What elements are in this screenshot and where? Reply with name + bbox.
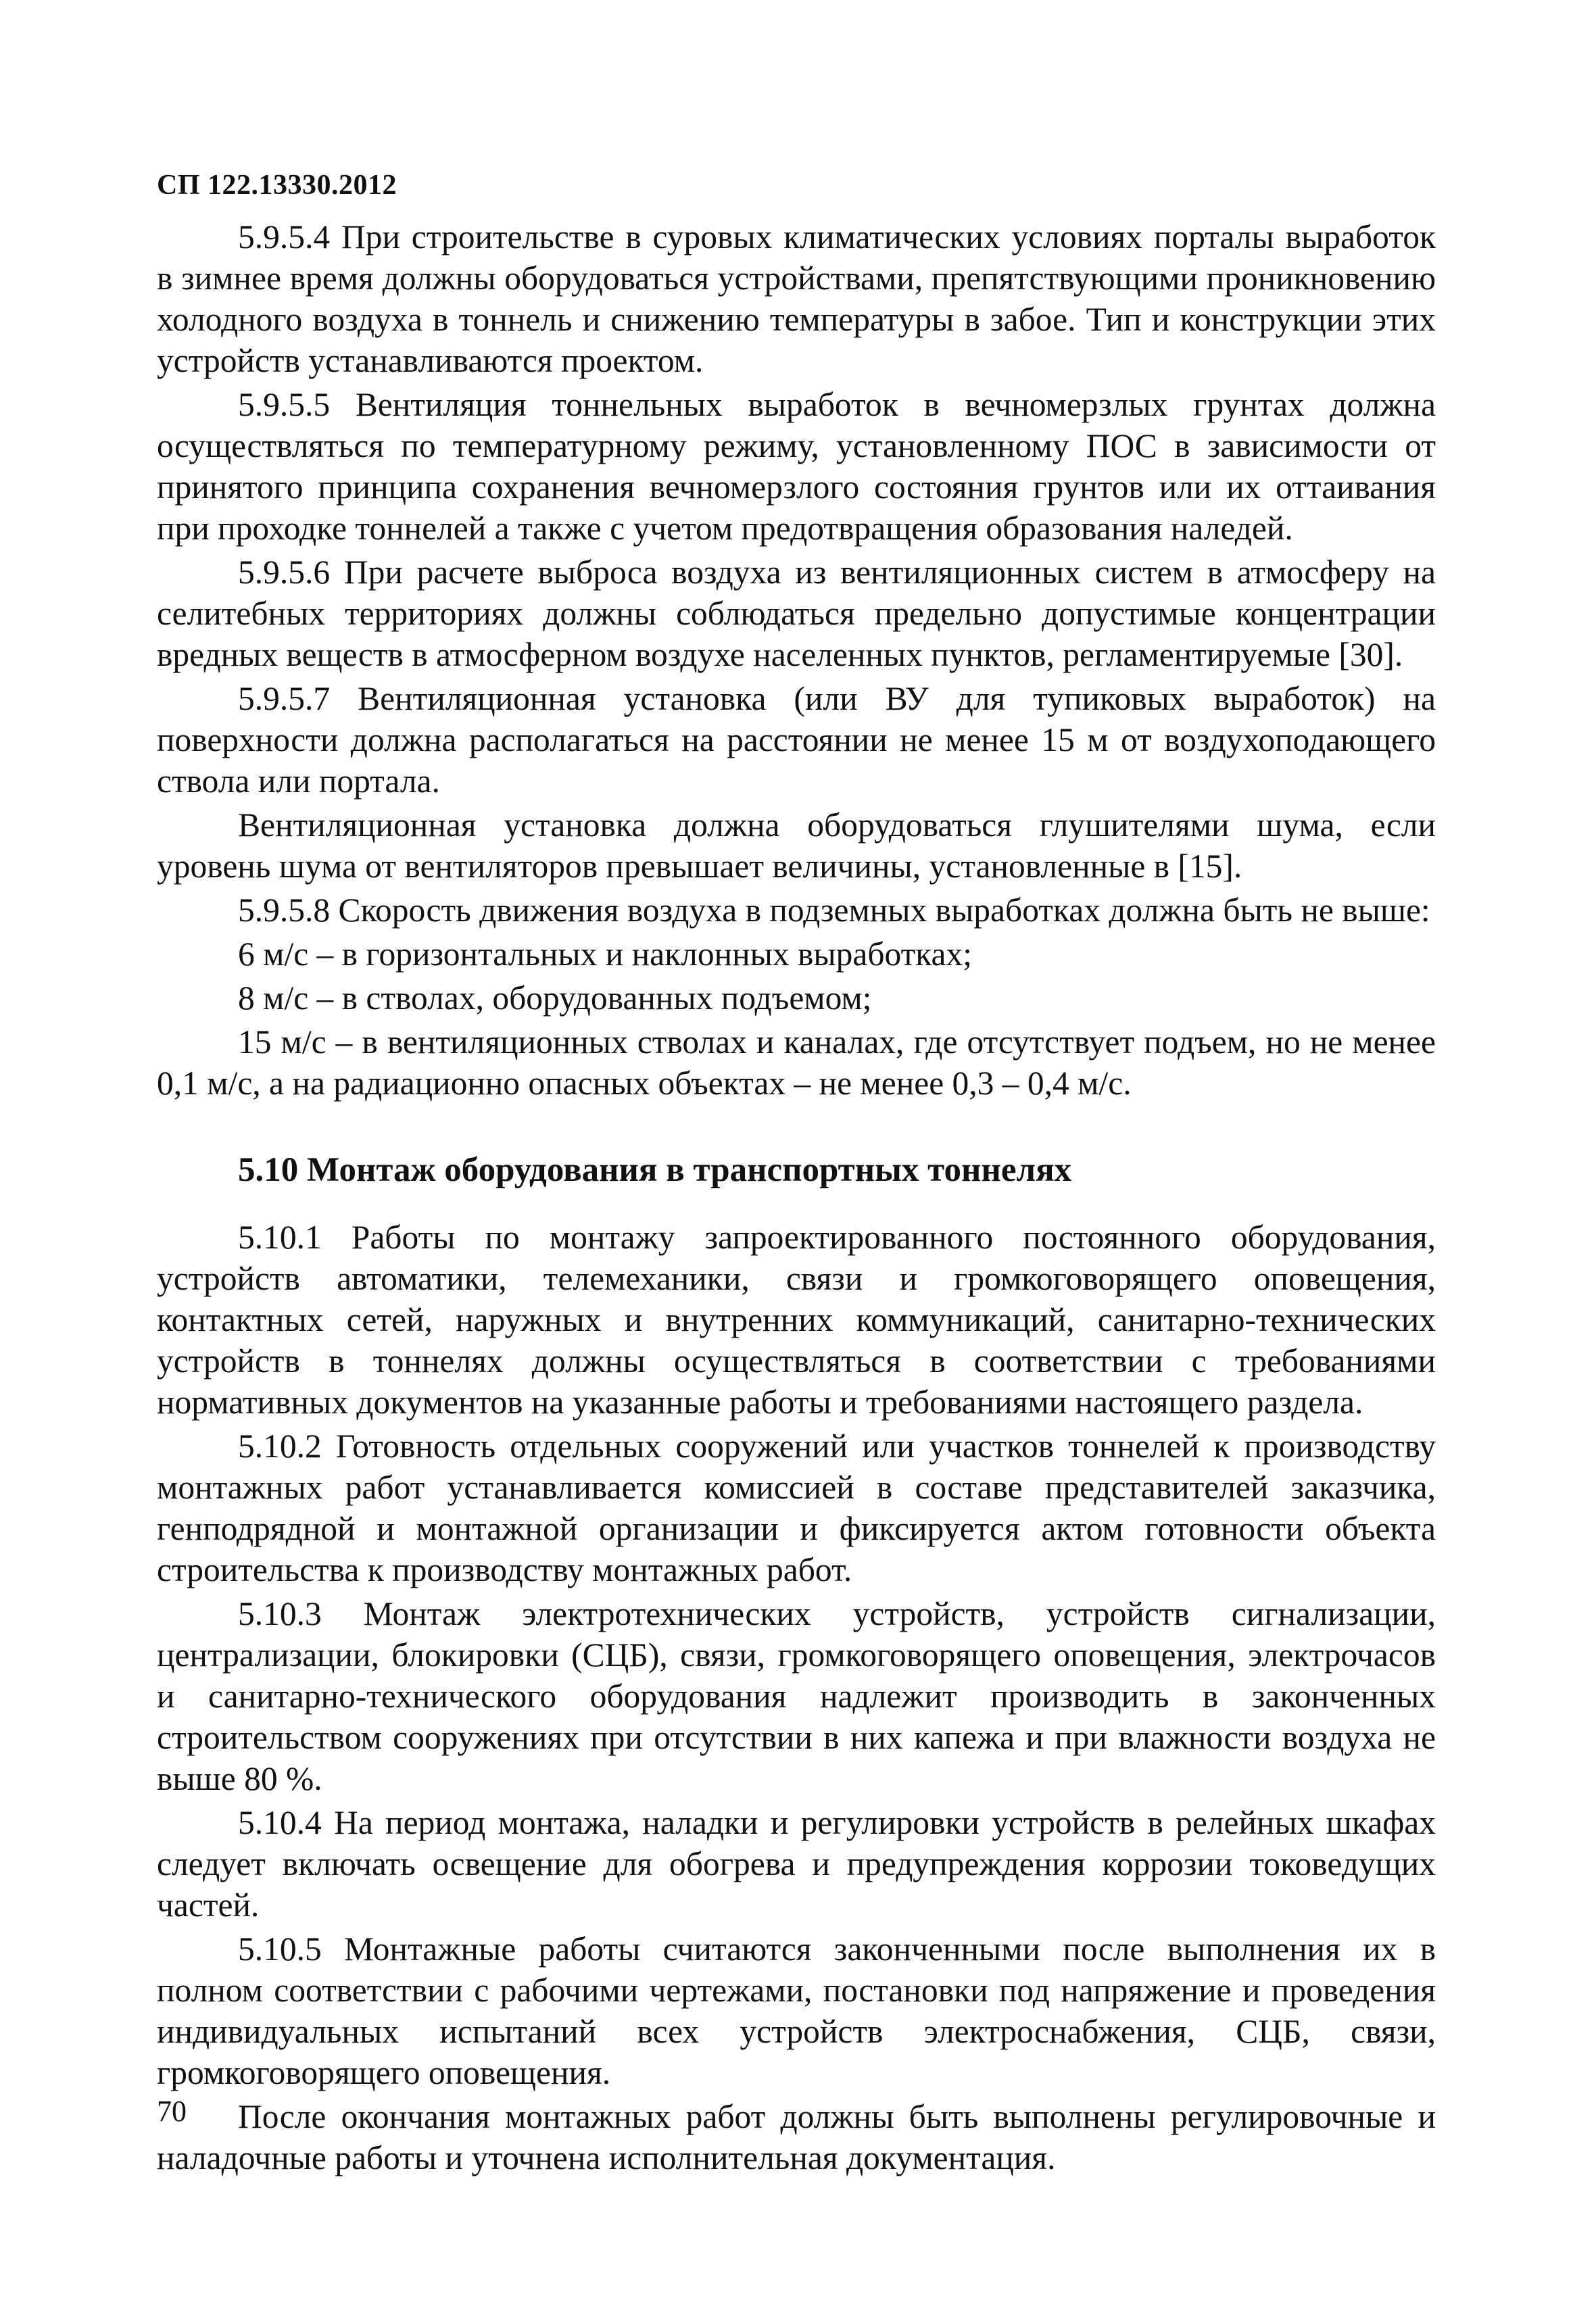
paragraph-5-9-5-6: 5.9.5.6 При расчете выброса воздуха из вентиляционных систем в атмосферу на селитебных территориях должны соблюдаться предельно допустимые концентрации вредных веществ в атмосферном воздухе населенных пунктов, регламентируемые [30]. bbox=[157, 554, 1436, 673]
paragraph-final-adjustment: После окончания монтажных работ должны быть выполнены регулировочные и наладочные работы и уточнена исполнительная документация. bbox=[157, 2098, 1436, 2176]
list-item-air-speed-horizontal: 6 м/с – в горизонтальных и наклонных выработках; bbox=[238, 935, 973, 973]
paragraph-5-9-5-7: 5.9.5.7 Вентиляционная установка (или ВУ для тупиковых выработок) на поверхности должна располагаться на расстоянии не менее 15 м от воздухоподающего ствола или портала. bbox=[157, 680, 1436, 800]
page-content bbox=[157, 216, 1436, 2181]
paragraph-5-10-5: 5.10.5 Монтажные работы считаются законченными после выполнения их в полном соответствии с рабочими чертежами, постановки под напряжение и проведения индивидуальных испытаний всех устройств электроснабжения, СЦБ, связи, громкоговорящего оповещения. bbox=[157, 1930, 1436, 2091]
list-item-air-speed-ventilation: 15 м/с – в вентиляционных стволах и каналах, где отсутствует подъем, но не менее 0,1 м/с, а на радиационно опасных объектах – не менее 0,3 – 0,4 м/с. bbox=[157, 1023, 1436, 1102]
paragraph-5-10-2: 5.10.2 Готовность отдельных сооружений или участков тоннелей к производству монтажных работ устанавливается комиссией в составе представителей заказчика, генподрядной и монтажной организации и фиксируется актом готовности объекта строительства к производству монтажных работ. bbox=[157, 1428, 1436, 1588]
paragraph-ventilation-noise: Вентиляционная установка должна оборудоваться глушителями шума, если уровень шума от вентиляторов превышает величины, установленные в [15]. bbox=[157, 806, 1436, 885]
paragraph-5-10-4: 5.10.4 На период монтажа, наладки и регулировки устройств в релейных шкафах следует включать освещение для обогрева и предупреждения коррозии токоведущих частей. bbox=[157, 1804, 1436, 1924]
section-title-5-10: 5.10 Монтаж оборудования в транспортных тоннелях bbox=[238, 1151, 1072, 1189]
paragraph-5-9-5-5: 5.9.5.5 Вентиляция тоннельных выработок в вечномерзлых грунтах должна осуществляться по температурному режиму, установленному ПОС в зависимости от принятого принципа сохранения вечномерзлого состояния грунтов или их оттаивания при проходке тоннелей а также с учетом предотвращения образования наледей. bbox=[157, 386, 1436, 547]
document-code-header: СП 122.13330.2012 bbox=[157, 170, 397, 201]
paragraph-5-9-5-8: 5.9.5.8 Скорость движения воздуха в подземных выработках должна быть не выше: bbox=[238, 892, 1430, 929]
paragraph-5-10-1: 5.10.1 Работы по монтажу запроектированного постоянного оборудования, устройств автоматики, телемеханики, связи и громкоговорящего оповещения, контактных сетей, наружных и внутренних коммуникаций, санитарно-технических устройств в тоннелях должны осуществляться в соответствии с требованиями нормативных документов на указанные работы и требованиями настоящего раздела. bbox=[157, 1219, 1436, 1421]
paragraph-5-10-3: 5.10.3 Монтаж электротехнических устройств, устройств сигнализации, централизации, блокировки (СЦБ), связи, громкоговорящего оповещения, электрочасов и санитарно-технического оборудования надлежит производить в законченных строительством сооружениях при отсутствии в них капежа и при влажности воздуха не выше 80 %. bbox=[157, 1595, 1436, 1797]
page-number: 70 bbox=[157, 2095, 187, 2128]
list-item-air-speed-shafts: 8 м/с – в стволах, оборудованных подъемом; bbox=[238, 979, 872, 1017]
paragraph-5-9-5-4: 5.9.5.4 При строительстве в суровых климатических условиях порталы выработок в зимнее время должны оборудоваться устройствами, препятствующими проникновению холодного воздуха в тоннель и снижению температуры в забое. Тип и конструкции этих устройств устанавливаются проектом. bbox=[157, 218, 1436, 379]
